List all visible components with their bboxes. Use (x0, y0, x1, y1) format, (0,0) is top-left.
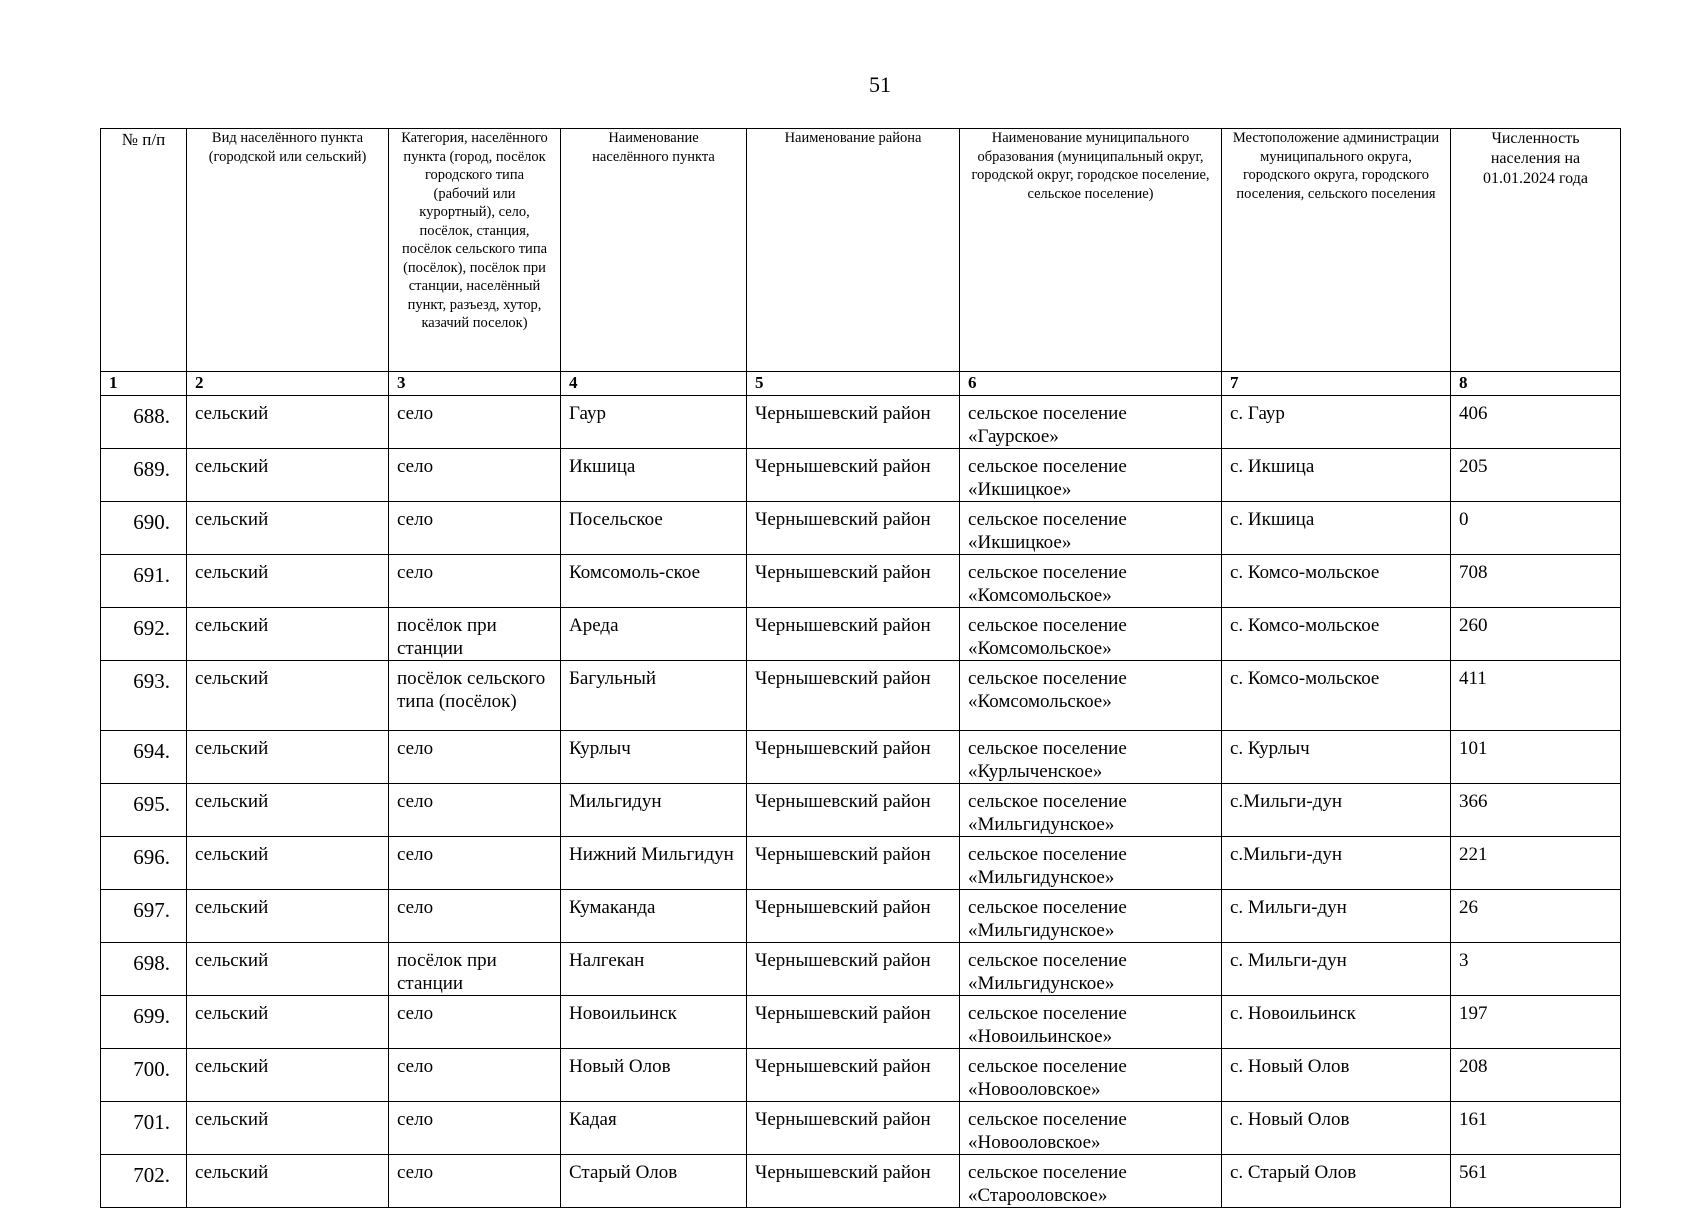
district-name-cell: Чернышевский район (747, 784, 960, 837)
district-name-cell: Чернышевский район (747, 837, 960, 890)
settlement-name-cell: Багульный (561, 661, 747, 731)
settlement-category-cell: село (389, 1102, 561, 1155)
settlement-name-cell: Гаур (561, 396, 747, 449)
table-row (101, 661, 1621, 731)
settlement-category-cell: село (389, 890, 561, 943)
settlement-type-cell: сельский (187, 784, 389, 837)
population-cell: 101 (1451, 731, 1621, 784)
settlement-name-cell: Новоильинск (561, 996, 747, 1049)
administration-location-cell: с.Мильги-дун (1222, 784, 1451, 837)
population-cell: 411 (1451, 661, 1621, 731)
population-cell: 260 (1451, 608, 1621, 661)
district-name-cell: Чернышевский район (747, 943, 960, 996)
administration-location-cell: с. Икшица (1222, 502, 1451, 555)
table-row (101, 890, 1621, 943)
settlement-type-cell: сельский (187, 943, 389, 996)
administration-location-cell: с. Мильги-дун (1222, 890, 1451, 943)
settlement-type-cell: сельский (187, 837, 389, 890)
municipality-name-cell: сельское поселение «Новооловское» (960, 1049, 1222, 1102)
administration-location-cell: с. Комсо-мольское (1222, 555, 1451, 608)
header-cell-index: № п/п (101, 129, 187, 372)
district-name-cell: Чернышевский район (747, 1102, 960, 1155)
row-index-cell: 688. (101, 396, 187, 449)
administration-location-cell: с. Старый Олов (1222, 1155, 1451, 1208)
column-number: 8 (1451, 372, 1621, 396)
population-cell: 708 (1451, 555, 1621, 608)
administration-location-cell: с. Икшица (1222, 449, 1451, 502)
settlement-category-cell: село (389, 502, 561, 555)
settlement-category-cell: посёлок сельского типа (посёлок) (389, 661, 561, 731)
municipality-name-cell: сельское поселение «Мильгидунское» (960, 837, 1222, 890)
population-cell: 221 (1451, 837, 1621, 890)
settlement-name-cell: Налгекан (561, 943, 747, 996)
table-row (101, 731, 1621, 784)
settlement-type-cell: сельский (187, 890, 389, 943)
row-index-cell: 692. (101, 608, 187, 661)
row-index-cell: 696. (101, 837, 187, 890)
settlement-type-cell: сельский (187, 1102, 389, 1155)
settlement-name-cell: Старый Олов (561, 1155, 747, 1208)
municipality-name-cell: сельское поселение «Икшицкое» (960, 449, 1222, 502)
header-cell-population: Численность населения на 01.01.2024 года (1451, 129, 1621, 372)
population-cell: 205 (1451, 449, 1621, 502)
district-name-cell: Чернышевский район (747, 996, 960, 1049)
settlement-name-cell: Кумаканда (561, 890, 747, 943)
municipality-name-cell: сельское поселение «Мильгидунское» (960, 943, 1222, 996)
municipality-name-cell: сельское поселение «Гаурское» (960, 396, 1222, 449)
population-cell: 406 (1451, 396, 1621, 449)
header-cell-type: Вид населённого пункта (городской или сельский) (187, 129, 389, 372)
table-row (101, 449, 1621, 502)
district-name-cell: Чернышевский район (747, 731, 960, 784)
population-cell: 366 (1451, 784, 1621, 837)
settlement-category-cell: село (389, 396, 561, 449)
district-name-cell: Чернышевский район (747, 555, 960, 608)
settlement-type-cell: сельский (187, 996, 389, 1049)
table-row (101, 996, 1621, 1049)
municipality-name-cell: сельское поселение «Комсомольское» (960, 608, 1222, 661)
table-row (101, 784, 1621, 837)
settlement-category-cell: село (389, 449, 561, 502)
settlement-type-cell: сельский (187, 502, 389, 555)
settlement-category-cell: посёлок при станции (389, 608, 561, 661)
municipality-name-cell: сельское поселение «Комсомольское» (960, 661, 1222, 731)
table-row (101, 555, 1621, 608)
row-index-cell: 691. (101, 555, 187, 608)
settlement-category-cell: село (389, 1155, 561, 1208)
header-row (101, 129, 1621, 372)
settlement-name-cell: Ареда (561, 608, 747, 661)
settlement-category-cell: посёлок при станции (389, 943, 561, 996)
municipality-name-cell: сельское поселение «Мильгидунское» (960, 890, 1222, 943)
table-row (101, 943, 1621, 996)
administration-location-cell: с. Комсо-мольское (1222, 661, 1451, 731)
municipality-name-cell: сельское поселение «Комсомольское» (960, 555, 1222, 608)
settlement-name-cell: Комсомоль-ское (561, 555, 747, 608)
administration-location-cell: с. Новоильинск (1222, 996, 1451, 1049)
district-name-cell: Чернышевский район (747, 890, 960, 943)
header-cell-district: Наименование района (747, 129, 960, 372)
district-name-cell: Чернышевский район (747, 502, 960, 555)
population-cell: 0 (1451, 502, 1621, 555)
column-number: 1 (101, 372, 187, 396)
table-row (101, 396, 1621, 449)
administration-location-cell: с. Курлыч (1222, 731, 1451, 784)
settlement-category-cell: село (389, 996, 561, 1049)
settlement-name-cell: Посельское (561, 502, 747, 555)
settlement-name-cell: Новый Олов (561, 1049, 747, 1102)
column-number: 7 (1222, 372, 1451, 396)
row-index-cell: 699. (101, 996, 187, 1049)
district-name-cell: Чернышевский район (747, 1155, 960, 1208)
header-cell-administration-location: Местоположение администрации муниципального округа, городского округа, городского поселения, сельского поселения (1222, 129, 1451, 372)
population-cell: 161 (1451, 1102, 1621, 1155)
municipality-name-cell: сельское поселение «Икшицкое» (960, 502, 1222, 555)
municipality-name-cell: сельское поселение «Новоильинское» (960, 996, 1222, 1049)
column-number: 4 (561, 372, 747, 396)
district-name-cell: Чернышевский район (747, 396, 960, 449)
population-cell: 561 (1451, 1155, 1621, 1208)
settlement-name-cell: Мильгидун (561, 784, 747, 837)
column-number: 2 (187, 372, 389, 396)
settlement-category-cell: село (389, 1049, 561, 1102)
column-number: 5 (747, 372, 960, 396)
settlement-type-cell: сельский (187, 1049, 389, 1102)
table-row (101, 837, 1621, 890)
row-index-cell: 694. (101, 731, 187, 784)
administration-location-cell: с. Гаур (1222, 396, 1451, 449)
municipality-name-cell: сельское поселение «Новооловское» (960, 1102, 1222, 1155)
column-number-row (101, 372, 1621, 396)
column-number: 3 (389, 372, 561, 396)
settlement-category-cell: село (389, 784, 561, 837)
district-name-cell: Чернышевский район (747, 608, 960, 661)
settlement-name-cell: Икшица (561, 449, 747, 502)
row-index-cell: 695. (101, 784, 187, 837)
settlement-type-cell: сельский (187, 555, 389, 608)
administration-location-cell: с. Комсо-мольское (1222, 608, 1451, 661)
row-index-cell: 701. (101, 1102, 187, 1155)
row-index-cell: 690. (101, 502, 187, 555)
row-index-cell: 689. (101, 449, 187, 502)
row-index-cell: 702. (101, 1155, 187, 1208)
settlement-type-cell: сельский (187, 449, 389, 502)
settlement-category-cell: село (389, 555, 561, 608)
municipality-name-cell: сельское поселение «Мильгидунское» (960, 784, 1222, 837)
administration-location-cell: с.Мильги-дун (1222, 837, 1451, 890)
population-cell: 3 (1451, 943, 1621, 996)
settlement-category-cell: село (389, 837, 561, 890)
administration-location-cell: с. Новый Олов (1222, 1102, 1451, 1155)
settlement-category-cell: село (389, 731, 561, 784)
table-row (101, 608, 1621, 661)
district-name-cell: Чернышевский район (747, 661, 960, 731)
population-cell: 208 (1451, 1049, 1621, 1102)
settlement-type-cell: сельский (187, 731, 389, 784)
page-number: 51 (869, 72, 891, 97)
settlement-type-cell: сельский (187, 1155, 389, 1208)
district-name-cell: Чернышевский район (747, 1049, 960, 1102)
administration-location-cell: с. Мильги-дун (1222, 943, 1451, 996)
table-row (101, 1049, 1621, 1102)
settlement-name-cell: Кадая (561, 1102, 747, 1155)
population-cell: 26 (1451, 890, 1621, 943)
table-row (101, 1102, 1621, 1155)
administration-location-cell: с. Новый Олов (1222, 1049, 1451, 1102)
settlement-name-cell: Курлыч (561, 731, 747, 784)
settlement-type-cell: сельский (187, 661, 389, 731)
settlement-name-cell: Нижний Мильгидун (561, 837, 747, 890)
header-cell-category: Категория, населённого пункта (город, посёлок городского типа (рабочий или курортный), село, посёлок, станция, посёлок сельского типа (посёлок), посёлок при станции, населённый пункт, разъезд, хутор, казачий поселок) (389, 129, 561, 372)
district-name-cell: Чернышевский район (747, 449, 960, 502)
settlements-table (100, 128, 1621, 1208)
header-cell-settlement-name: Наименование населённого пункта (561, 129, 747, 372)
municipality-name-cell: сельское поселение «Старооловское» (960, 1155, 1222, 1208)
row-index-cell: 693. (101, 661, 187, 731)
population-cell: 197 (1451, 996, 1621, 1049)
row-index-cell: 697. (101, 890, 187, 943)
column-number: 6 (960, 372, 1222, 396)
table-row (101, 502, 1621, 555)
row-index-cell: 698. (101, 943, 187, 996)
municipality-name-cell: сельское поселение «Курлыченское» (960, 731, 1222, 784)
settlement-type-cell: сельский (187, 396, 389, 449)
settlement-type-cell: сельский (187, 608, 389, 661)
row-index-cell: 700. (101, 1049, 187, 1102)
header-cell-municipality: Наименование муниципального образования (муниципальный округ, городской округ, городское поселение, сельское поселение) (960, 129, 1222, 372)
